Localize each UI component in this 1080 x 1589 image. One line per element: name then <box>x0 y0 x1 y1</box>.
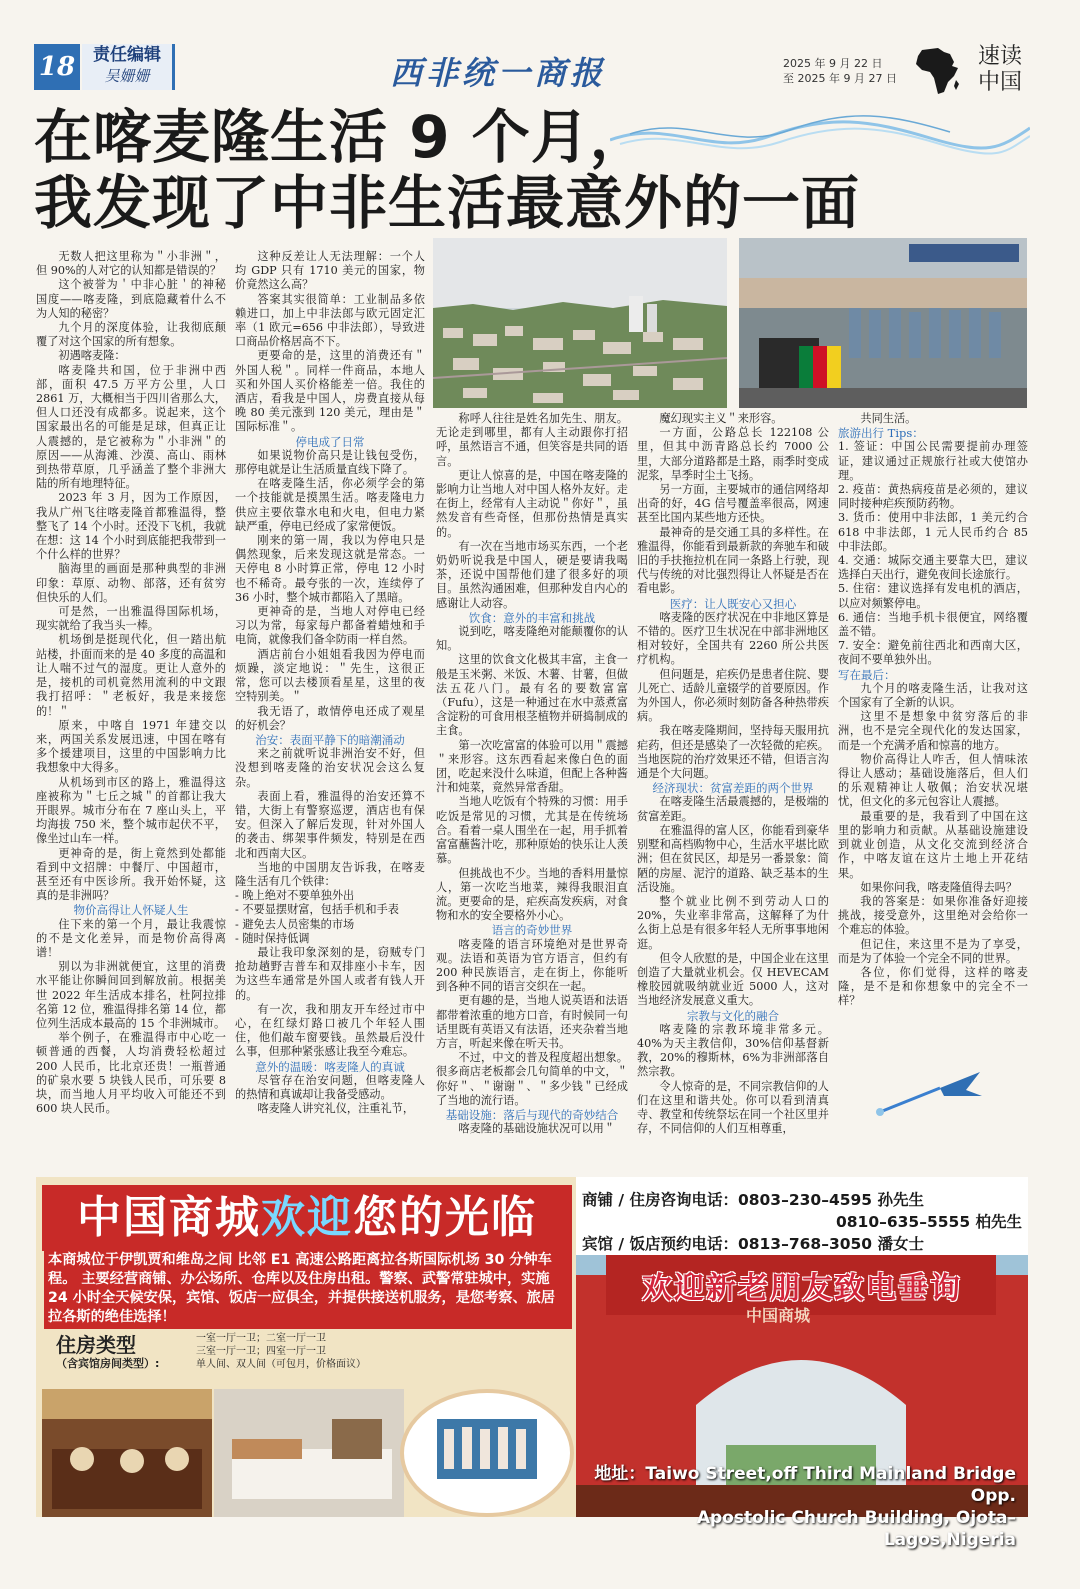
section-label <box>978 44 1022 96</box>
paragraph: 我的答案是：如果你准备好迎接挑战，接受意外，这里绝对会给你一个难忘的体验。 <box>838 894 1028 937</box>
paragraph: 更神奇的是，街上竟然到处都能看到中文招牌：中餐厅、中国超市，甚至还有中医诊所。我开始怀疑，这真的是非洲吗？ <box>36 846 226 903</box>
paragraph: 但令人欣慰的是，中国企业在这里创造了大量就业机会。仅 HEVECAM 橡胶园就吸纳就业近 5000 人，这对当地经济发展意义重大。 <box>637 951 829 1008</box>
editor-role: 责任编辑 <box>93 45 161 65</box>
paragraph: 如果说物价高只是让钱包受伤，那停电就是让生活质量直线下降了。 <box>235 448 425 477</box>
paragraph: 我在喀麦隆期间，坚持每天服用抗疟药，但还是感染了一次轻微的疟疾。当地医院的治疗效果还不错，但语言沟通是个大问题。 <box>637 724 829 781</box>
paragraph: 喀麦隆的基础设施状况可以用＂ <box>458 1122 616 1136</box>
section-heading: 语言的奇妙世界 <box>491 923 573 938</box>
paragraph: 这里不是想象中贫穷落后的非洲，也不是完全现代化的发达国家，而是一个充满矛盾和惊喜的地方。 <box>838 710 1028 752</box>
paragraph: 整个就业比例不到劳动人口的 20%，失业率非常高，这解释了为什么街上总是有很多年轻人无所事事地闲逛。 <box>637 894 829 951</box>
advertisement-china-mall <box>36 1177 1028 1550</box>
phone-hotel-restaurant: 宾馆 / 饭店预约电话：0813–768–3050 潘女士 <box>582 1235 924 1253</box>
paragraph: 这个被誉为＇中非心脏＇的神秘国度——喀麦隆，到底隐藏着什么不为人知的秘密？ <box>36 278 226 320</box>
article-column-2 <box>235 250 425 1172</box>
paragraph: 另一方面，主要城市的通信网络却出奇的好，4G 信号覆盖率很高，网速甚至比国内某些地方还快。 <box>637 483 829 525</box>
paragraph: 可是然，一出雅温得国际机场，现实就给了我当头一棒。 <box>36 605 226 633</box>
paragraph: 九个月的深度体验，让我彻底颠覆了对这个国家的所有想象。 <box>36 321 226 349</box>
paragraph: 2023 年 3 月，因为工作原因，我从广州飞往喀麦隆首都雅温得，整整飞了 14 个小时。还没下飞机，我就在想：这 14 个小时到底能把我带到一个什么样的世界？ <box>36 491 226 562</box>
paragraph: 有一次在当地市场买东西，一个老奶奶听说我是中国人，硬是要请我喝茶，还说中国帮他们建了很多好的项目。虽然沟通困难，但那种发自内心的感谢让人动容。 <box>436 539 628 610</box>
headline-line-1: 在喀麦隆生活 9 个月， <box>34 103 649 171</box>
list-item: 2. 疫苗：黄热病疫苗是必须的，建议同时接种疟疾预防药物。 <box>838 483 1028 511</box>
section-heading: 物价高得让人怀疑人生 <box>73 903 189 918</box>
editor-box <box>82 44 175 90</box>
ad-address-line-1: 地址：Taiwo Street,off Third Mainland Bridge Opp. <box>594 1464 1016 1506</box>
paragraph: 住下来的第一个月，最让我震惊的不是文化差异，而是物价高得离谱！ <box>36 917 226 959</box>
article-column-4 <box>637 412 829 1172</box>
paragraph: 魔幻现实主义＂来形容。 <box>659 412 783 425</box>
section-heading: 基础设施：落后与现代的奇妙结合 <box>445 1107 619 1122</box>
section-line-1: 速读 <box>978 44 1023 69</box>
issue-date-start: 2025 年 9 月 22 日 <box>783 57 883 70</box>
paragraph: 令人惊奇的是，不同宗教信仰的人们在这里和谐共处。你可以看到清真寺、教堂和传统祭坛在同一个社区里并存，不同信仰的人们互相尊重， <box>637 1079 829 1136</box>
paragraph: 但挑战也不少。当地的香料用量惊人，第一次吃当地菜，辣得我眼泪直流。更要命的是，疟疾高发疾病，对食物和水的安全要格外小心。 <box>436 866 628 923</box>
room-type-line-3: 单人间、双人间（可包月，价格面议） <box>196 1359 366 1370</box>
gate-sign: 中国商城 <box>746 1306 811 1325</box>
paragraph: 喀麦隆共和国，位于非洲中西部，面积 47.5 万平方公里，人口 2861 万，大概相当于四川省那么大，但人口还没有成都多。说起来，这个国家最出名的可能是足球，但真正让人震撼的，是它被称为＂小非洲＂的原因——从海滩、沙漠、高山、雨林到热带草原，几乎涵盖了整个非洲大陆的所有地理特征。 <box>36 363 226 491</box>
ad-contact-phones <box>582 1189 1022 1255</box>
section-heading: 医疗：让人既安心又担心 <box>669 596 797 611</box>
article-column-5 <box>838 412 1028 1092</box>
paragraph: 喀麦隆的语言环境绝对是世界奇观。法语和英语为官方语言，但约有 200 种民族语言，走在街上，你能听到各种不同的语言交织在一起。 <box>436 937 628 994</box>
paragraph: 但记住，来这里不是为了享受，而是为了体验一个完全不同的世界。 <box>838 937 1028 965</box>
paragraph: 机场倒是挺现代化，但一踏出航站楼，扑面而来的是 40 多度的高温和让人喘不过气的湿度。更让人意外的是，接机的司机竟然用流利的中文跟我打招呼：＂老板好，我是来接您的！＂ <box>36 633 226 718</box>
list-item: - 避免去人员密集的市场 <box>235 917 355 931</box>
paragraph: 表面上看，雅温得的治安还算不错，大街上有警察巡逻，酒店也有保安。但深入了解后发现，针对外国人的袭击、绑架事件频发，特别是在西北和西南大区。 <box>235 789 425 860</box>
paragraph: 各位，你们觉得，这样的喀麦隆，是不是和你想象中的完全不一样？ <box>838 965 1028 1008</box>
paragraph: 九个月的喀麦隆生活，让我对这个国家有了全新的认识。 <box>838 681 1028 710</box>
paragraph: 有一次，我和朋友开车经过市中心，在红绿灯路口被几个年轻人围住，他们敲车窗要钱。虽然最后没什么事，但那种紧张感让我至今难忘。 <box>235 1002 425 1059</box>
section-heading: 旅游出行 Tips： <box>838 426 924 441</box>
paragraph: 最让我印象深刻的是，窃贼专门抢劫趟野吉普车和双排座小卡车，因为这些车通常是外国人或者有钱人开的。 <box>235 945 425 1002</box>
ad-title-part-3: 您的光临 <box>353 1192 537 1243</box>
photo-parade <box>739 238 1027 408</box>
ad-address <box>576 1463 1016 1551</box>
paragraph: 物价高得让人咋舌，但人情味浓得让人感动；基础设施落后，但人们的乐观精神让人敬佩；治安状况堪忧，但文化的多元包容让人震撼。 <box>838 752 1028 809</box>
list-item: 4. 交通：城际交通主要靠大巴，建议选择白天出行，避免夜间长途旅行。 <box>838 554 1028 582</box>
paragraph: 原来，中喀自 1971 年建交以来，两国关系发展迅速，中国在喀有多个援建项目，这里的中国影响力比我想象中大得多。 <box>36 718 226 775</box>
paragraph: 最重要的是，我看到了中国在这里的影响力和贡献。从基础设施建设到就业创造，从文化交流到经济合作，中喀友谊在这片土地上开花结果。 <box>838 809 1028 880</box>
ad-welcome-slogan: 欢迎新老朋友致电垂询 <box>642 1271 962 1306</box>
room-types-sub: （含宾馆房间类型）: <box>56 1357 160 1370</box>
paragraph: 答案其实很简单：工业制品多依赖进口，加上中非法郎与欧元固定汇率（1 欧元=656 中非法郎），导致进口商品价格居高不下。 <box>235 292 425 349</box>
photo-yaounde-city <box>433 238 727 408</box>
ad-room-photos <box>42 1389 576 1517</box>
paragraph: 一方面，公路总长 122108 公里，但其中沥青路总长约 7000 公里，大部分道路都是土路，雨季时变成泥浆，旱季时尘土飞扬。 <box>637 426 829 482</box>
paragraph: 在雅温得的富人区，你能看到豪华别墅和高档购物中心，生活水平堪比欧洲；但在贫民区，却是另一番景象：简陋的房屋、泥泞的道路、缺乏基本的生活设施。 <box>637 823 829 894</box>
ad-title-part-1: 中国商城 <box>77 1192 261 1243</box>
paragraph: 称呼人往往是姓名加先生、朋友。无论走到哪里，都有人主动跟你打招呼，虽然语言不通，但笑容是共同的语言。 <box>436 412 628 468</box>
dart-icon <box>870 1066 990 1120</box>
paragraph: 更有趣的是，当地人说英语和法语都带着浓重的地方口音，有时候同一句话里既有英语又有法语，还夹杂着当地方言，听起来像在听天书。 <box>436 994 628 1050</box>
paragraph: 从机场到市区的路上，雅温得这座被称为＂七丘之城＂的首都让我大开眼界。城市分布在 7 座山头上，平均海拔 750 米，整个城市起伏不平，像坐过山车一样。 <box>36 775 226 846</box>
list-item: 7. 安全：避免前往西北和西南大区，夜间不要单独外出。 <box>838 639 1028 667</box>
ad-address-line-2: Apostolic Church Building, Ojota–Lagos,Nigeria <box>696 1508 1016 1550</box>
page-header <box>0 0 1080 100</box>
paragraph: 在喀麦隆生活最震撼的，是极端的贫富差距。 <box>637 795 829 823</box>
room-types-label: 住房类型 <box>56 1333 136 1357</box>
paragraph: 我无语了，敢情停电还成了观星的好机会？ <box>235 704 425 732</box>
list-item: 6. 通信：当地手机卡很便宜，网络覆盖不错。 <box>838 610 1028 639</box>
africa-map-icon <box>908 42 964 98</box>
room-type-line-1: 一室一厅一卫；二室一厅一卫 <box>196 1333 326 1344</box>
section-heading: 饮食：意外的丰富和挑战 <box>468 610 596 625</box>
paragraph: 酒店前台小姐姐看我因为停电而烦躁，淡定地说：＂先生，这很正常，您可以去楼顶看星星，这里的夜空特别美。＂ <box>235 647 425 704</box>
paragraph: 更神奇的是，当地人对停电已经习以为常，每家每户都备着蜡烛和手电筒，就像我们备伞防雨一样自然。 <box>235 605 425 647</box>
page-number: 18 <box>34 44 80 90</box>
ad-left-panel <box>36 1177 576 1517</box>
section-heading: 宗教与文化的融合 <box>687 1008 779 1023</box>
paragraph: 当地人吃饭有个特殊的习惯：用手吃饭是常见的习惯，尤其是在传统场合。看着一桌人围坐在一起，用手抓着富富蘸酱汁吃，那种原始的快乐让人羡慕。 <box>436 795 628 866</box>
paragraph: 脑海里的画面是那种典型的非洲印象：草原、动物、部落，还有贫穷但快乐的人们。 <box>36 562 226 604</box>
paragraph: 喀麦隆人讲究礼仪，注重礼节， <box>257 1102 415 1116</box>
list-item: - 晚上绝对不要单独外出 <box>235 889 355 903</box>
paragraph: 刚来的第一周，我以为停电只是偶然现象，后来发现这就是常态。一天停电 8 小时算正常，停电 12 小时也不稀奇。最夸张的一次，连续停了 36 小时，整个城市都陷入了黑暗。 <box>235 534 425 604</box>
paragraph: 别以为非洲就便宜，这里的消费水平能让你瞬间回到解放前。根据美世 2022 年生活成本排名，杜阿拉排名第 12 位，雅温得排名第 14 位，都位列生活成本最高的 15 个非洲城市。 <box>36 960 226 1030</box>
section-heading: 治安：表面平静下的暗潮涌动 <box>255 732 405 747</box>
paragraph: 不过，中文的普及程度超出想象。很多商店老板都会几句简单的中文，＂你好＂、＂谢谢＂、＂多少钱＂已经成了当地的流行语。 <box>436 1051 628 1107</box>
paragraph: 喀麦隆的宗教环境非常多元。40%为天主教信仰，30%信仰基督新教，20%的穆斯林，6%为非洲部落自然宗教。 <box>637 1022 829 1079</box>
headline-line-2: 我发现了中非生活最意外的一面 <box>34 169 861 237</box>
list-item: - 不要显摆财富，包括手机和手表 <box>235 903 399 917</box>
paragraph: 无数人把这里称为＂小非洲＂，但 90%的人对它的认知都是错误的？ <box>36 250 226 278</box>
paragraph: 但问题是，疟疾仍是患者住院、婴儿死亡、适龄儿童辍学的首要原因。作为外国人，你必须时刻防备各种热带疾病。 <box>637 667 829 724</box>
paragraph: 当地的中国朋友告诉我，在喀麦隆生活有几个铁律： <box>235 860 425 888</box>
headline <box>34 104 860 236</box>
paragraph: 更要命的是，这里的消费还有＂外国人税＂。同样一件商品，本地人买和外国人买价格能差一倍。我住的酒店，看我是中国人，房费直接从每晚 80 美元涨到 120 美元，理由是＂国际标准＂。 <box>235 349 425 434</box>
issue-date-end: 至 2025 年 9 月 27 日 <box>783 72 897 85</box>
list-item: 1. 签证：中国公民需要提前办理签证，建议通过正规旅行社或大使馆办理。 <box>838 440 1028 482</box>
room-type-line-2: 三室一厅一卫；四室一厅一卫 <box>196 1346 326 1357</box>
paragraph: 尽管存在治安问题，但喀麦隆人的热情和真诚却让我备受感动。 <box>235 1073 425 1101</box>
paragraph: 在喀麦隆生活，你必须学会的第一个技能就是摸黑生活。喀麦隆电力供应主要依靠水电和火电，但电力紧缺严重，停电已经成了家常便饭。 <box>235 477 425 533</box>
section-heading: 写在最后： <box>838 667 896 682</box>
paragraph: 初遇喀麦隆： <box>58 349 126 363</box>
paragraph: 更让人惊喜的是，中国在喀麦隆的影响力让当地人对中国人格外友好。走在街上，经常有人主动说＂你好＂，虽然发音有些奇怪，但那份热情是真实的。 <box>436 468 628 539</box>
phone-shops-housing-2: 0810–635–5555 柏先生 <box>835 1213 1022 1231</box>
editor-name: 吴姗姗 <box>104 67 150 85</box>
paragraph: 第一次吃富富的体验可以用＂震撼＂来形容。这东西看起来像白色的面团，吃起来没什么味道，但配上各种酱汁和炖菜，竟然异常香甜。 <box>436 738 628 795</box>
paragraph: 最神奇的是交通工具的多样性。在雅温得，你能看到最新款的奔驰车和破旧的手扶拖拉机在同一条路上行驶，现代与传统的对比强烈得让人怀疑是否在看电影。 <box>637 525 829 596</box>
paragraph: 来之前就听说非洲治安不好，但没想到喀麦隆的治安状况会这么复杂。 <box>235 747 425 789</box>
phone-shops-housing: 商铺 / 住房咨询电话：0803–230–4595 孙先生 <box>582 1191 924 1209</box>
issue-dates <box>783 56 897 86</box>
section-heading: 停电成了日常 <box>295 434 365 449</box>
masthead: 西非统一商报 <box>390 54 607 92</box>
article-column-3 <box>436 412 628 1172</box>
paragraph: 如果你问我，喀麦隆值得去吗？ <box>860 880 1018 894</box>
paragraph: 举个例子，在雅温得市中心吃一顿普通的西餐，人均消费轻松超过 200 人民币，比北京还贵！一瓶普通的矿泉水要 5 块钱人民币，可乐要 8 块，而当地人月平均收入可能还不到 600 块人民币。 <box>36 1031 226 1116</box>
list-item: 3. 货币：使用中非法郎，1 美元约合 618 中非法郎，1 元人民币约合 85 中非法郎。 <box>838 511 1028 553</box>
room-types-list <box>196 1332 366 1371</box>
section-line-2: 中国 <box>978 70 1023 95</box>
ad-title <box>42 1185 572 1251</box>
section-heading: 意外的温暖：喀麦隆人的真诚 <box>255 1059 405 1074</box>
paragraph: 喀麦隆的医疗状况在中非地区算是不错的。医疗卫生状况在中部非洲地区相对较好，全国共有 2260 所公共医疗机构。 <box>637 610 829 667</box>
list-item: - 随时保持低调 <box>235 931 310 945</box>
article-column-1 <box>36 250 226 1172</box>
paragraph: 这种反差让人无法理解：一个人均 GDP 只有 1710 美元的国家，物价竟然这么高？ <box>235 250 425 292</box>
ad-title-highlight: 欢迎 <box>261 1192 353 1243</box>
paragraph: 这里的饮食文化极其丰富，主食一般是玉米粥、米饭、木薯、甘薯，但做法五花八门。最有名的要数富富（Fufu），这是一种通过在水中蒸煮富含淀粉的可食用根茎植物并研捣制成的主食。 <box>436 653 628 738</box>
section-heading: 经济现状：贫富差距的两个世界 <box>652 781 814 796</box>
ad-description: 本商城位于伊凯贾和维岛之间 比邻 E1 高速公路距离拉各斯国际机场 30 分钟车程。 主要经营商铺、办公场所、仓库以及住房出租。警察、武警常驻城中，实施 24 小时全天候安保，宾馆、饭店一应俱全，并提供接送机服务，是您考察、旅居拉各斯的绝佳选择！ <box>44 1249 572 1329</box>
paragraph: 共同生活。 <box>860 412 917 425</box>
list-item: 5. 住宿：建议选择有发电机的酒店，以应对频繁停电。 <box>838 582 1028 610</box>
paragraph: 说到吃，喀麦隆绝对能颠覆你的认知。 <box>436 625 628 653</box>
